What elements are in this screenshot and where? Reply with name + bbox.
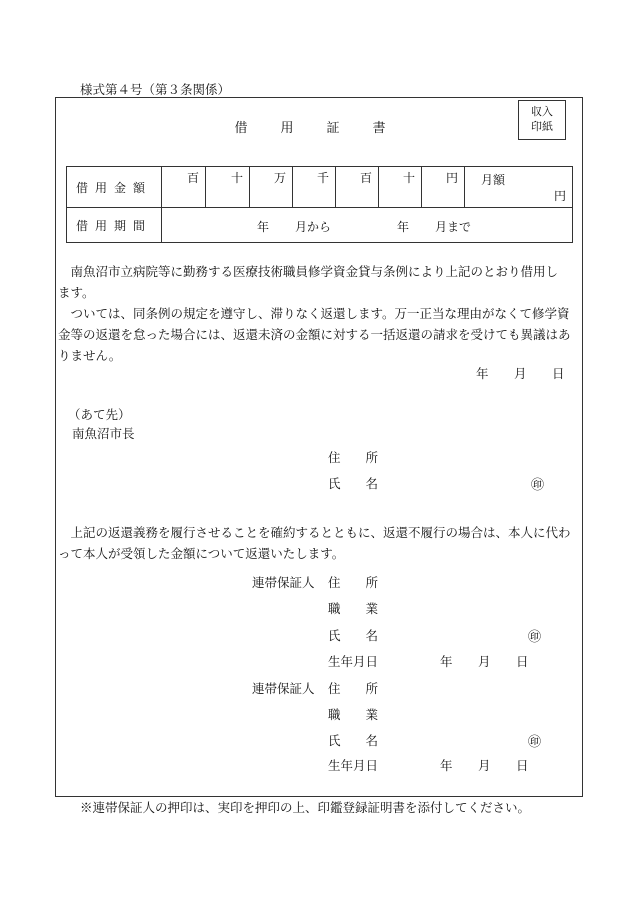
date-month: 月	[514, 367, 527, 381]
paragraph-line: りません。	[58, 349, 122, 363]
digit-ten[interactable]: 十	[379, 167, 422, 208]
guarantor1-birth-day: 日	[516, 655, 529, 669]
guarantor1-occupation-label: 職 業	[328, 602, 379, 616]
guarantor1-label: 連帯保証人	[252, 576, 315, 590]
guarantor1-birth-year: 年	[440, 655, 453, 669]
addressee-label: （あて先）	[68, 408, 131, 422]
guarantor1-birth-month: 月	[478, 655, 491, 669]
paragraph-line: って本人が受領した金額について返還いたします。	[58, 547, 345, 561]
borrower-seal-icon: ㊞	[531, 477, 545, 492]
period-to-year: 年	[397, 220, 410, 234]
guarantor2-birth-year: 年	[440, 759, 453, 773]
guarantor1-name-label: 氏 名	[328, 629, 379, 643]
period-from-month: 月から	[295, 220, 332, 234]
borrower-name-label: 氏 名	[328, 477, 379, 491]
loan-table	[66, 166, 573, 243]
guarantor2-seal-icon: ㊞	[528, 734, 542, 749]
document-title: 借 用 証 書	[234, 120, 396, 135]
revenue-stamp-line2: 印紙	[531, 121, 553, 133]
guarantor1-address-label: 住 所	[328, 576, 379, 590]
guarantor1-seal-icon: ㊞	[528, 629, 542, 644]
declaration-paragraph	[58, 262, 578, 367]
borrower-address-label: 住 所	[328, 451, 379, 465]
guarantor2-birth-month: 月	[478, 759, 491, 773]
paragraph-line: 上記の返還義務を履行させることを確約するとともに、返還不履行の場合は、本人に代わ	[58, 526, 571, 540]
digit-ten-man[interactable]: 十	[206, 167, 250, 208]
period-from-year: 年	[257, 220, 270, 234]
guarantee-paragraph	[58, 523, 578, 565]
footnote: ※連帯保証人の押印は、実印を押印の上、印鑑登録証明書を添付してください。	[80, 801, 531, 815]
period-to-month: 月まで	[435, 220, 472, 234]
addressee-name: 南魚沼市長	[72, 427, 135, 441]
revenue-stamp-box	[518, 100, 566, 140]
digit-man[interactable]: 万	[250, 167, 293, 208]
paragraph-line: ます。	[58, 286, 95, 300]
revenue-stamp-line1: 収入	[531, 106, 553, 118]
guarantor2-address-label: 住 所	[328, 682, 379, 696]
monthly-label: 月額	[481, 173, 506, 187]
guarantor2-birth-label: 生年月日	[328, 759, 379, 773]
amount-label: 借用金額	[67, 167, 162, 208]
paragraph-line: 金等の返還を怠った場合には、返還未済の金額に対する一括返還の請求を受けても異議はあ	[58, 328, 571, 342]
paragraph-line: ついては、同条例の規定を遵守し、滞りなく返還します。万一正当な理由がなくて修学資	[58, 307, 570, 321]
digit-thousand[interactable]: 千	[293, 167, 336, 208]
guarantor2-label: 連帯保証人	[252, 682, 315, 696]
monthly-yen: 円	[553, 189, 566, 203]
date-year: 年	[476, 367, 489, 381]
form-number: 様式第４号（第３条関係）	[80, 83, 231, 97]
period-label: 借用期間	[67, 208, 162, 243]
period-cell[interactable]	[162, 208, 573, 243]
guarantor2-occupation-label: 職 業	[328, 708, 379, 722]
date-day: 日	[552, 367, 565, 381]
paragraph-line: 南魚沼市立病院等に勤務する医療技術職員修学資金貸与条例により上記のとおり借用し	[58, 265, 559, 279]
monthly-amount-cell[interactable]	[465, 167, 573, 208]
guarantor2-birth-day: 日	[516, 759, 529, 773]
digit-yen[interactable]: 円	[422, 167, 465, 208]
digit-hundred[interactable]: 百	[336, 167, 379, 208]
guarantor2-name-label: 氏 名	[328, 734, 379, 748]
guarantor1-birth-label: 生年月日	[328, 655, 379, 669]
digit-hundred-man[interactable]: 百	[162, 167, 206, 208]
